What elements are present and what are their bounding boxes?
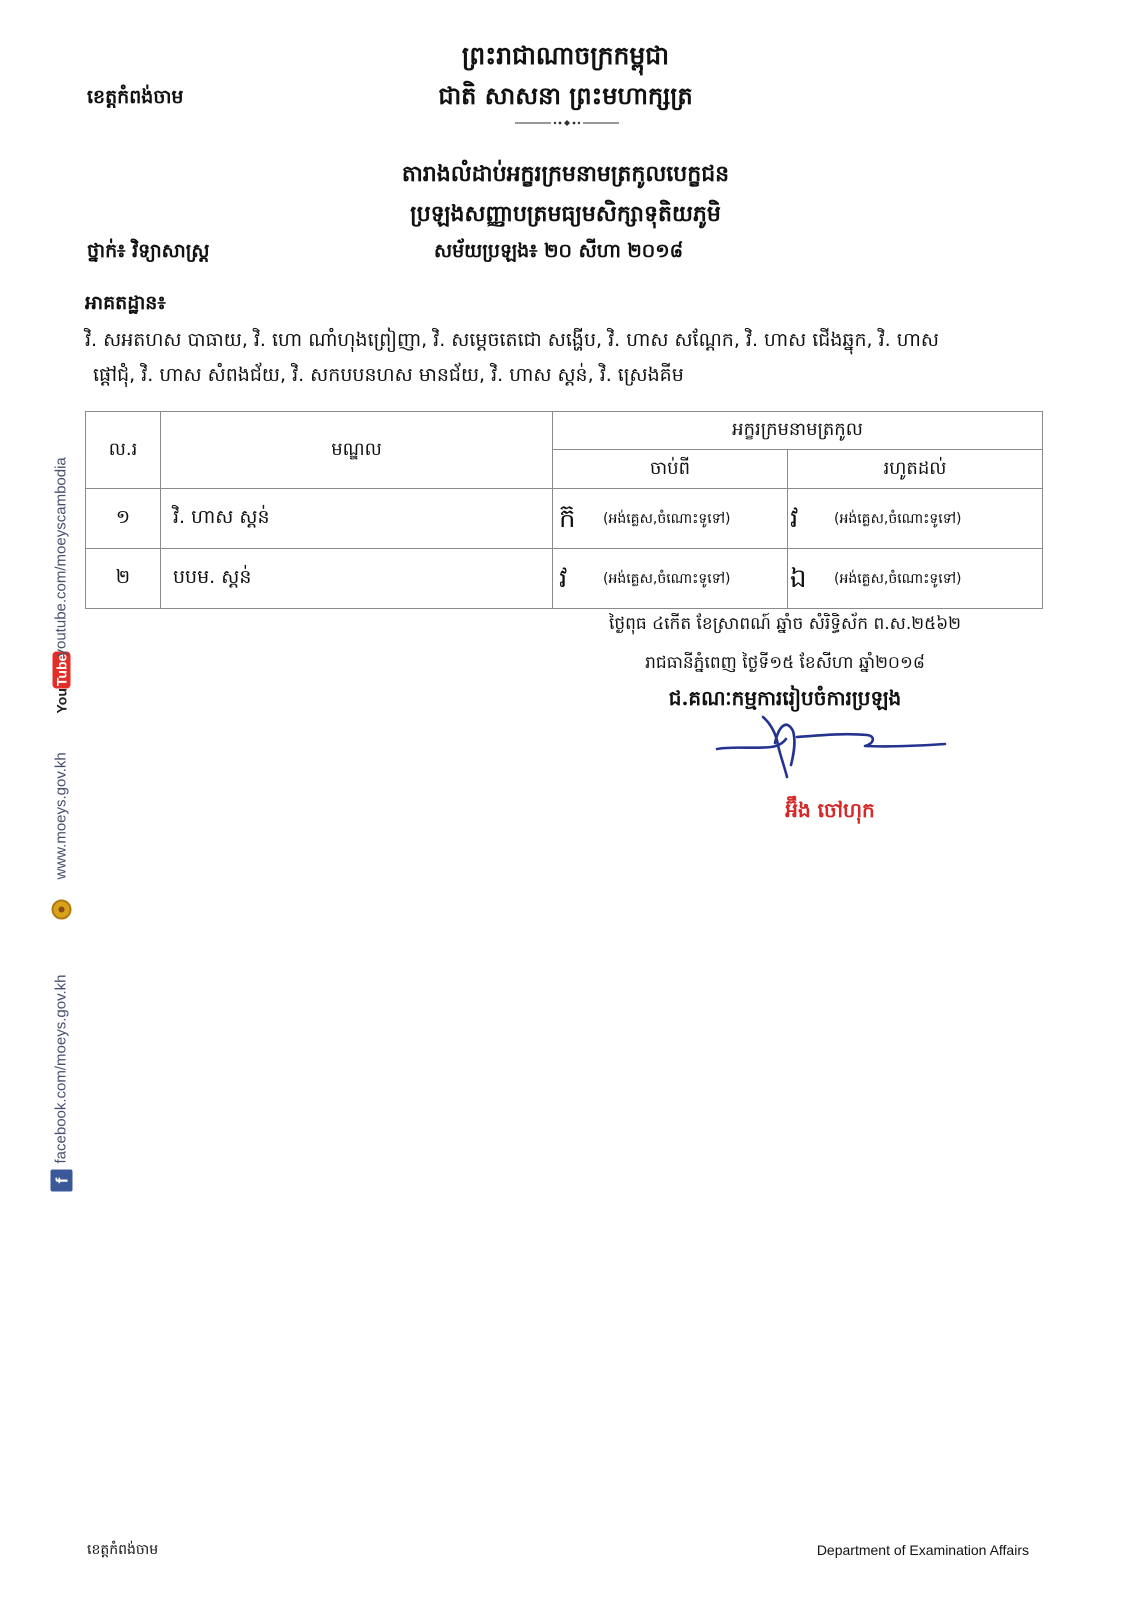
range-from	[553, 564, 787, 594]
range-to	[788, 564, 1042, 594]
from-note: (អង់គ្លេស,ចំណោះទូទៅ)	[603, 570, 731, 587]
exam-session-label: សម័យប្រឡង៖ ២០ សីហា ២០១៨	[434, 240, 684, 262]
from-note: (អង់គ្លេស,ចំណោះទូទៅ)	[603, 510, 731, 527]
header-from: ចាប់ពី	[553, 450, 788, 489]
province-heading: ខេត្តកំពង់ចាម	[87, 86, 184, 108]
alphabet-schedule-table	[85, 411, 1043, 609]
website-url: www.moeys.gov.kh	[52, 752, 70, 880]
to-note: (អង់គ្លេស,ចំណោះទូទៅ)	[834, 510, 962, 527]
from-letter: ក៊	[559, 503, 576, 534]
document-body	[85, 288, 1042, 825]
row-to-cell	[788, 489, 1043, 549]
document-title-line-1: តារាងលំដាប់អក្ខរក្រមនាមត្រកូលបេក្ខជន	[401, 161, 730, 187]
row-number: ២	[86, 549, 161, 609]
header-number: ល.រ	[86, 412, 161, 489]
table-header-row	[86, 412, 1043, 450]
footer-province: ខេត្តកំពង់ចាម	[87, 1542, 159, 1558]
social-media-strip	[50, 407, 74, 1192]
place-and-date: រាជធានីភ្នំពេញ ថ្ងៃទី១៥ ខែសីហា ឆ្នាំ២០១៨	[645, 653, 925, 673]
to-letter: ឯ	[790, 563, 807, 594]
youtube-icon	[50, 652, 74, 714]
row-to-cell	[788, 549, 1043, 609]
facebook-url: facebook.com/moeys.gov.kh	[52, 974, 70, 1164]
ornament-divider	[515, 118, 619, 128]
origin-label: អាគតដ្ឋាន៖	[85, 292, 166, 314]
national-motto: ជាតិ សាសនា ព្រះមហាក្សត្រ	[438, 81, 693, 110]
table-row	[86, 549, 1043, 609]
header-surname-alphabet: អក្ខរក្រមនាមត្រកូល	[553, 412, 1043, 450]
class-label: ថ្នាក់៖ វិទ្យាសាស្ត្រ	[87, 240, 210, 262]
row-from-cell	[553, 489, 788, 549]
row-exam-center: វិ. ហាស ស្តន់	[161, 489, 553, 549]
header-exam-center: មណ្ឌល	[161, 412, 553, 489]
to-letter: វ	[790, 503, 799, 534]
origin-schools-line-1: វិ. សអតហស បាធាយ, វិ. ហោ ណាំហុងព្រៀញា, វិ. សម្តេចតេជោ សង្ហើប, វិ. ហាស សណ្តែក, វិ. ហាស ជើងឆ្នុក, វិ. ហាស	[85, 329, 939, 351]
footer-department: Department of Examination Affairs	[816, 1542, 1029, 1558]
signer-name: អ៊ឹង ចៅហុក	[785, 798, 875, 822]
range-from	[553, 504, 787, 534]
signature-block	[545, 609, 1025, 825]
ministry-emblem-icon	[52, 900, 72, 920]
table-row	[86, 489, 1043, 549]
row-number: ១	[86, 489, 161, 549]
youtube-logo-you: You	[53, 688, 70, 714]
range-to	[788, 504, 1042, 534]
header-to: រហូតដល់	[788, 450, 1043, 489]
origin-schools-line-2: ផ្តៅជុំ, វិ. ហាស សំពងជ័យ, វិ. សកបបនហស មានជ័យ, វិ. ហាស ស្តន់, វិ. ស្រេងគីម	[93, 364, 684, 386]
row-from-cell	[553, 549, 788, 609]
handwritten-signature	[715, 713, 955, 795]
youtube-url: youtube.com/moeyscambodia	[52, 457, 70, 657]
document-title-line-2: ប្រឡងសញ្ញាបត្រមធ្យមសិក្សាទុតិយភូមិ	[410, 201, 721, 227]
from-letter: វ	[559, 563, 568, 594]
lunar-date: ថ្ងៃពុធ ៤កើត ខែស្រាពណ៍ ឆ្នាំច សំរិទ្ធិស័ក ព.ស.២៥៦២	[608, 614, 962, 634]
kingdom-heading: ព្រះរាជាណាចក្រកម្ពុជា	[461, 41, 670, 70]
to-note: (អង់គ្លេស,ចំណោះទូទៅ)	[834, 570, 962, 587]
facebook-icon: f	[51, 1170, 73, 1192]
row-exam-center: បបម. ស្តន់	[161, 549, 553, 609]
youtube-logo-tube: Tube	[53, 653, 70, 687]
committee-title: ជ.គណៈកម្មការរៀបចំការប្រឡង	[668, 686, 902, 710]
